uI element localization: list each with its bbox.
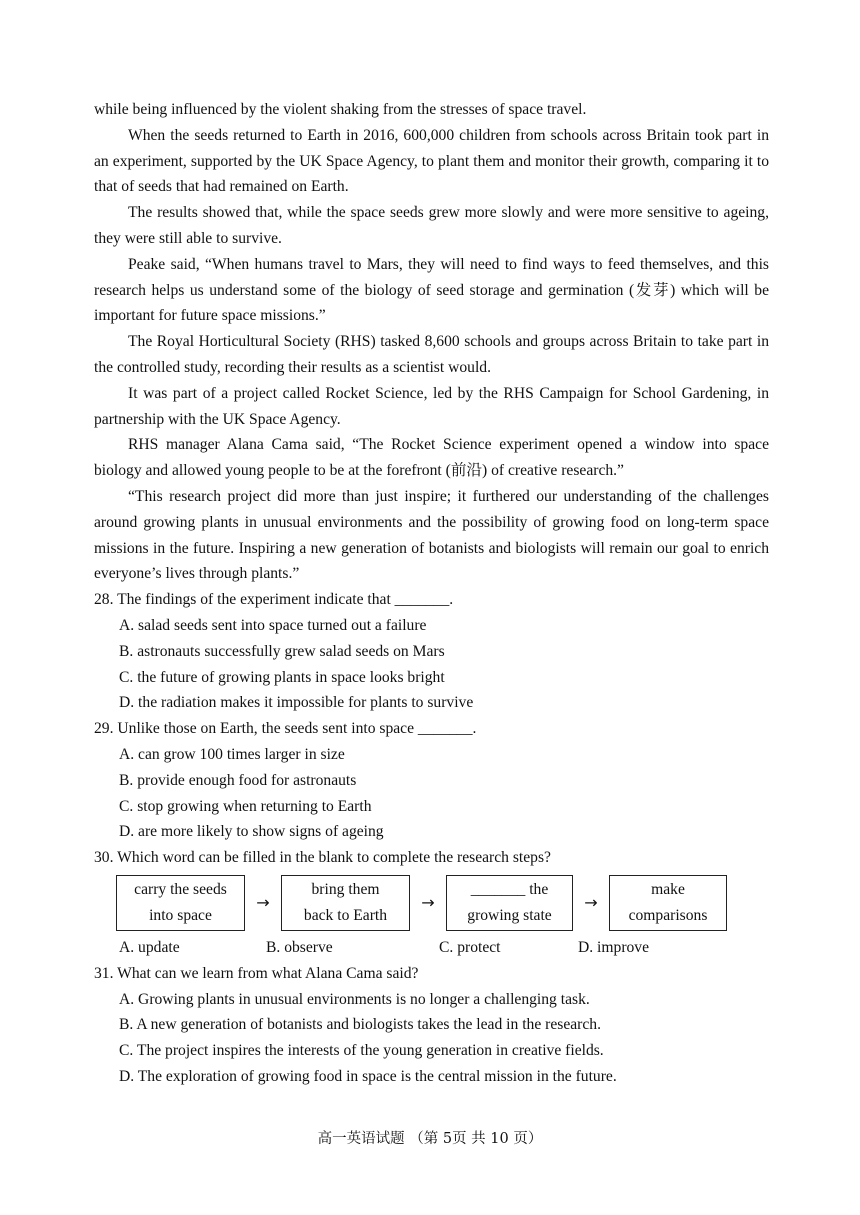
flow-step-text: growing state (467, 906, 552, 924)
passage-paragraph: The results showed that, while the space seeds grew more slowly and were more sensitive to ageing, they were still able to survive. (94, 204, 769, 247)
passage-paragraph: while being influenced by the violent shaking from the stresses of space travel. (94, 101, 587, 118)
flow-step-text: carry the seeds (134, 881, 227, 899)
page-footer: 高一英语试题 （第 5页 共 10 页） (317, 1131, 543, 1147)
question-30 (94, 845, 769, 961)
passage-paragraph: Peake said, “When humans travel to Mars, they will need to find ways to feed themselves, and this research helps us understand some of the biology of seed storage and germination (发芽) which will be important for future space missions.” (94, 255, 769, 325)
answer-option: C. the future of growing plants in space looks bright (119, 668, 445, 686)
answer-option: D. the radiation makes it impossible for plants to survive (119, 694, 474, 712)
flow-step-text: bring them (311, 881, 380, 899)
question-stem: 29. Unlike those on Earth, the seeds sent into space _______. (94, 720, 477, 738)
answer-option: C. stop growing when returning to Earth (119, 797, 372, 815)
flow-step-box (281, 875, 410, 931)
answer-option: B. provide enough food for astronauts (119, 771, 357, 789)
passage-paragraph: It was part of a project called Rocket Science, led by the RHS Campaign for School Gardening, in partnership with the UK Space Agency. (94, 384, 769, 428)
answer-option: C. protect (439, 938, 501, 956)
answer-option: A. can grow 100 times larger in size (119, 745, 345, 763)
passage-paragraph: RHS manager Alana Cama said, “The Rocket Science experiment opened a window into space biology and allowed young people to be at the forefront (前沿) of creative research.” (94, 436, 769, 480)
answer-options-row (94, 935, 769, 961)
answer-option: C. The project inspires the interests of the young generation in creative fields. (119, 1042, 604, 1060)
answer-option: B. A new generation of botanists and biologists takes the lead in the research. (119, 1016, 601, 1034)
answer-option: D. The exploration of growing food in space is the central mission in the future. (119, 1067, 617, 1085)
question-31 (94, 961, 769, 1090)
flow-step-box (609, 875, 727, 931)
page-content (94, 97, 769, 1090)
flow-step-text: make (651, 881, 685, 899)
research-steps-flowchart (116, 873, 769, 933)
flow-step-text: _______ the (470, 881, 549, 899)
flow-step-text: into space (149, 906, 212, 924)
right-arrow-icon: → (256, 893, 270, 912)
passage-paragraph: “This research project did more than just inspire; it furthered our understanding of the challenges around growing plants in unusual environments and the possibility of growing food on long-term space missions in the future. Inspiring a new generation of botanists and biologists will remain our goal to enrich everyone’s lives through plants.” (94, 487, 769, 583)
answer-option: A. update (119, 938, 180, 956)
answer-option: D. improve (578, 938, 650, 956)
question-stem: 31. What can we learn from what Alana Cama said? (94, 964, 419, 982)
right-arrow-icon: → (421, 893, 435, 912)
flow-step-text: comparisons (628, 906, 708, 924)
answer-option: B. observe (266, 938, 333, 956)
question-28 (94, 587, 769, 716)
passage-paragraph: The Royal Horticultural Society (RHS) tasked 8,600 schools and groups across Britain to take part in the controlled study, recording their results as a scientist would. (94, 333, 769, 376)
flow-step-box (446, 875, 573, 931)
question-stem: 28. The findings of the experiment indicate that _______. (94, 591, 454, 609)
answer-option: B. astronauts successfully grew salad seeds on Mars (119, 642, 445, 660)
flow-step-box (116, 875, 245, 931)
answer-option: D. are more likely to show signs of ageing (119, 823, 384, 841)
right-arrow-icon: → (584, 893, 598, 912)
answer-option: A. salad seeds sent into space turned out a failure (119, 616, 427, 634)
question-29 (94, 716, 769, 845)
answer-option: A. Growing plants in unusual environments is no longer a challenging task. (119, 990, 590, 1008)
question-stem: 30. Which word can be filled in the blank to complete the research steps? (94, 849, 551, 867)
flow-step-text: back to Earth (303, 906, 388, 924)
passage-paragraph: When the seeds returned to Earth in 2016, 600,000 children from schools across Britain took part in an experiment, supported by the UK Space Agency, to plant them and monitor their growth, comparing it to that of seeds that had remained on Earth. (94, 126, 769, 196)
reading-passage (94, 97, 769, 587)
